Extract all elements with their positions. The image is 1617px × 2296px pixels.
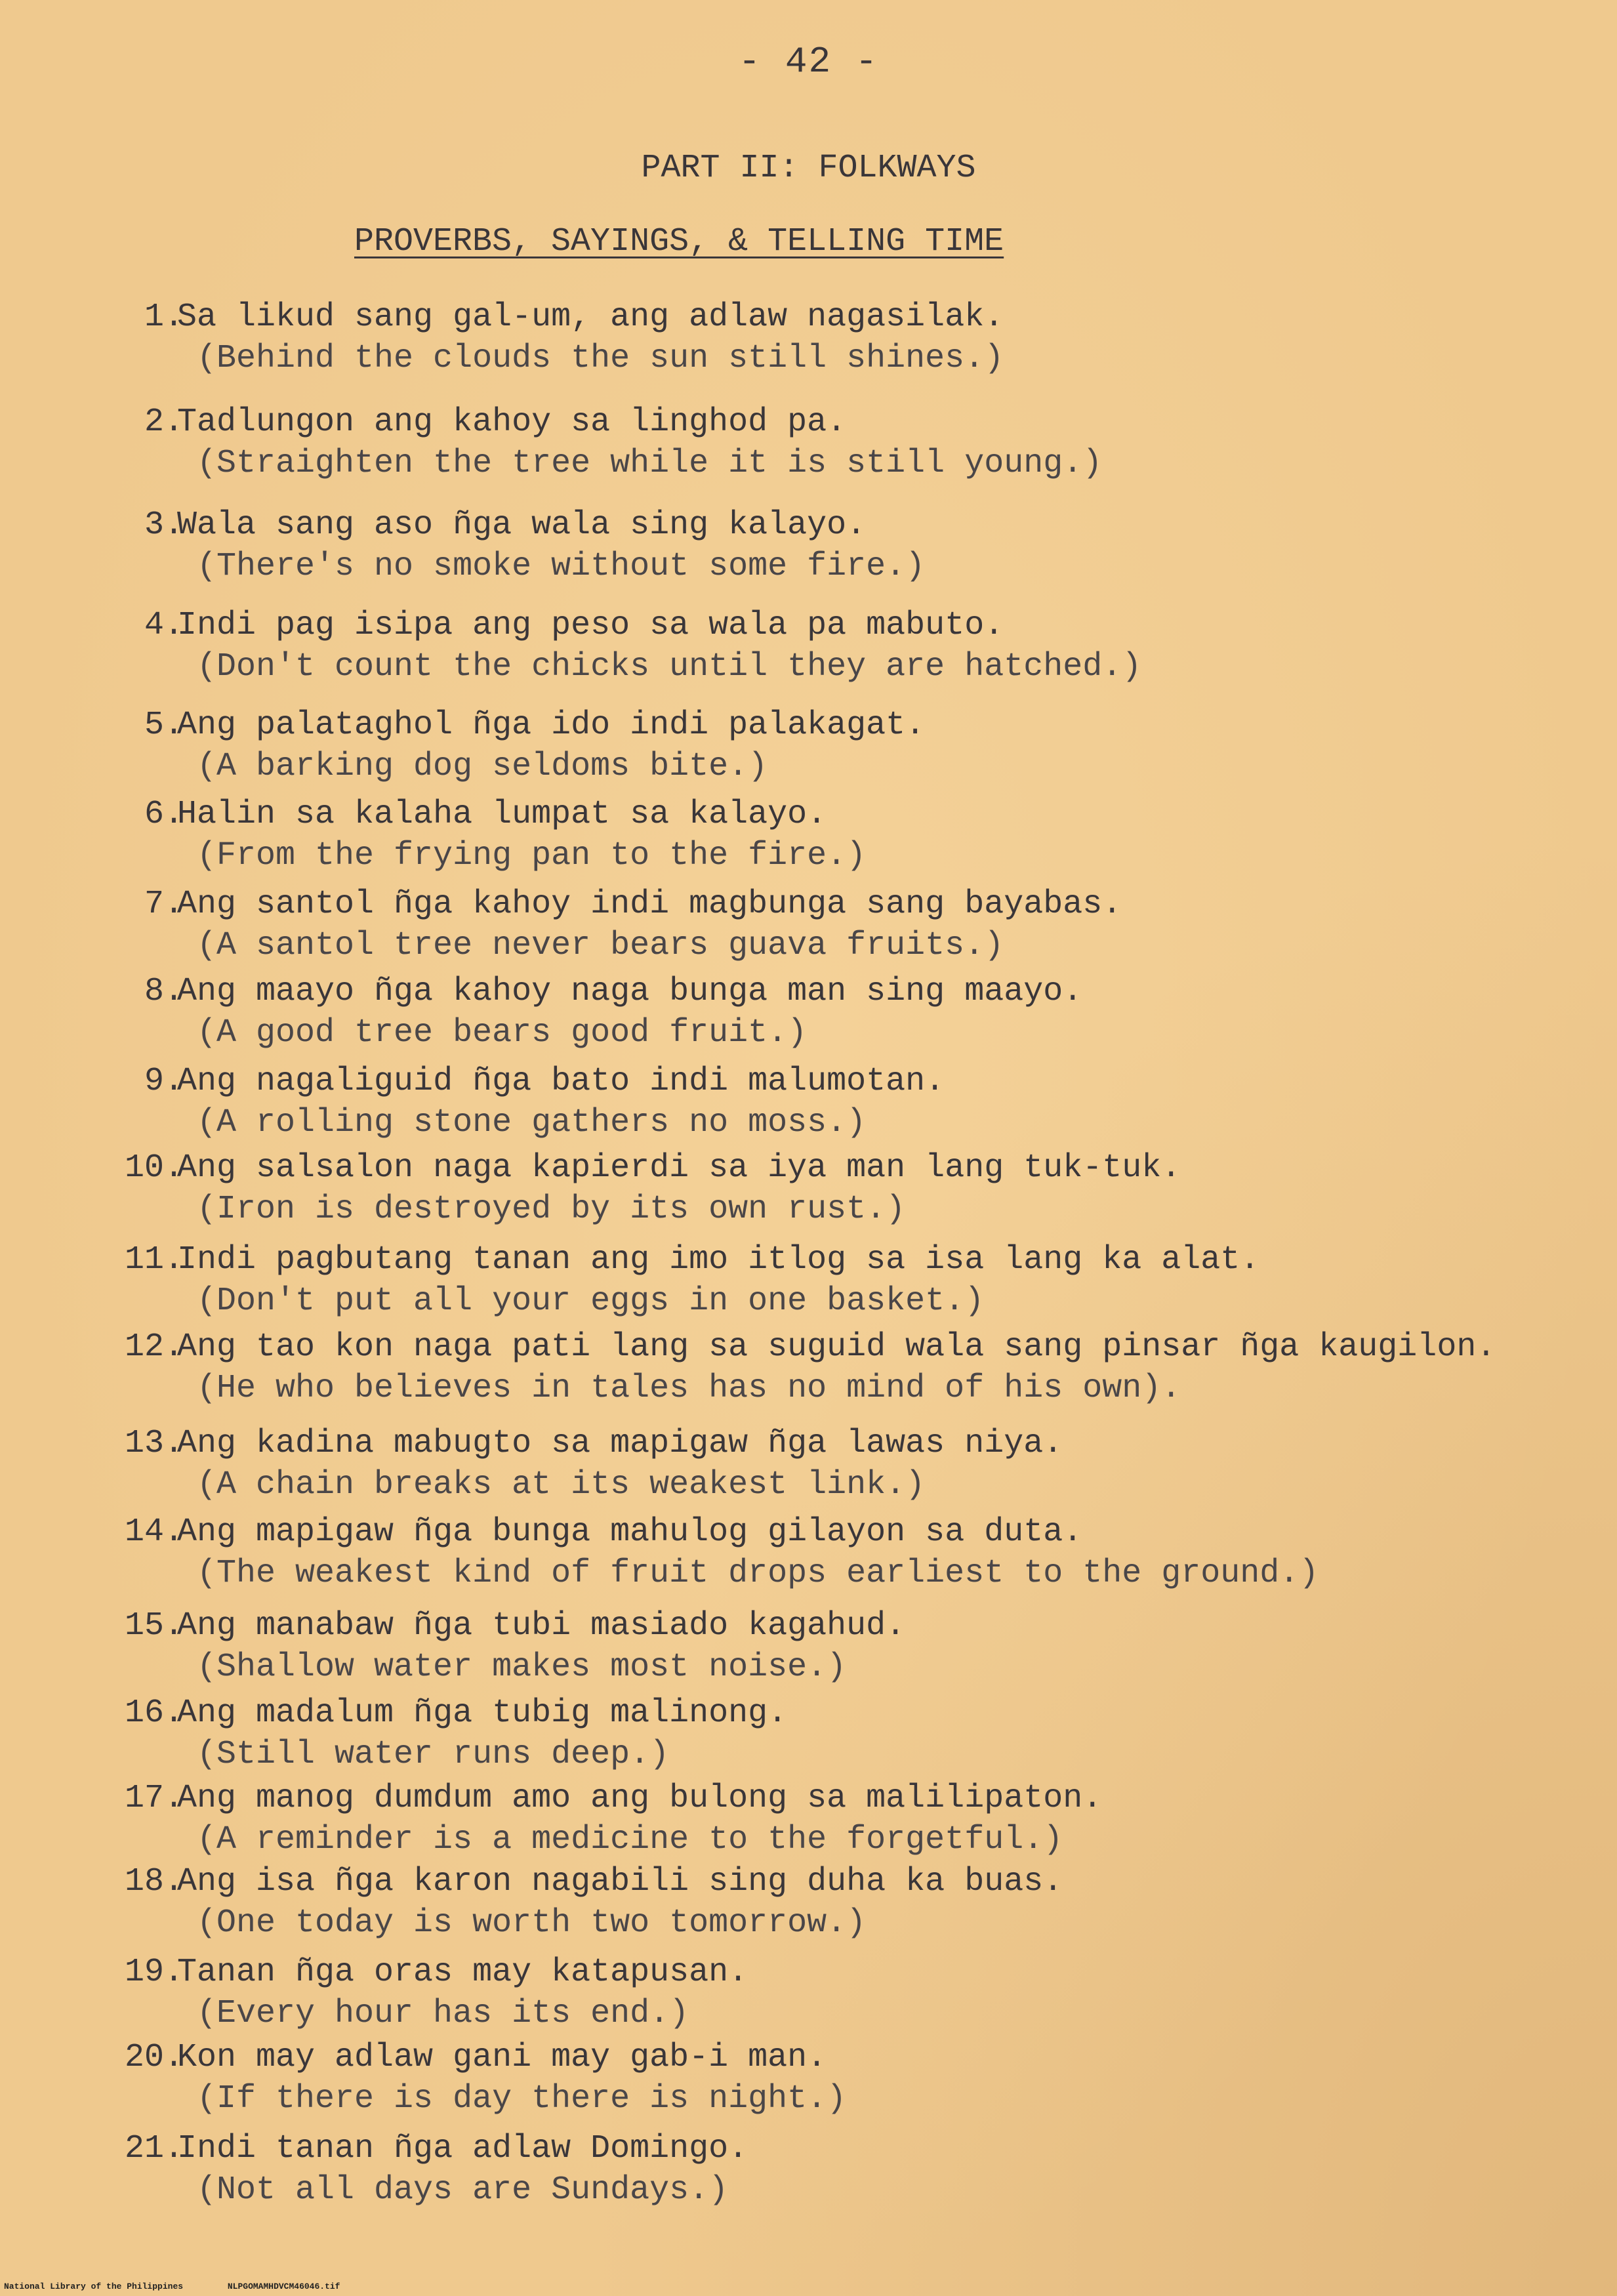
proverb-number: 13.: [124, 1425, 184, 1462]
proverb-item: [79, 2039, 1601, 2131]
proverb-number: 16.: [124, 1694, 184, 1732]
proverb-translation: (Don't count the chicks until they are hatched.): [197, 648, 1142, 686]
proverb-number: 21.: [124, 2130, 184, 2167]
proverb-original: Ang santol ñga kahoy indi magbunga sang bayabas.: [177, 886, 1122, 923]
proverb-translation: (Still water runs deep.): [197, 1736, 670, 1773]
proverb-item: [79, 886, 1601, 977]
proverb-translation: (Behind the clouds the sun still shines.): [197, 340, 1004, 377]
proverb-original: Indi tanan ñga adlaw Domingo.: [177, 2130, 748, 2167]
proverb-item: [79, 1328, 1601, 1420]
proverb-number: 17.: [124, 1780, 184, 1817]
proverb-original: Ang mapigaw ñga bunga mahulog gilayon sa duta.: [177, 1513, 1083, 1551]
proverb-original: Kon may adlaw gani may gab-i man.: [177, 2039, 827, 2076]
footer-institution: National Library of the Philippines: [4, 2282, 184, 2291]
proverb-item: [79, 1863, 1601, 1955]
proverb-item: [79, 298, 1601, 390]
proverb-translation: (A santol tree never bears guava fruits.): [197, 927, 1004, 964]
proverb-translation: (Straighten the tree while it is still young.): [197, 445, 1103, 482]
page-number: - 42 -: [738, 41, 879, 83]
proverb-item: [79, 1063, 1601, 1155]
proverb-translation: (A rolling stone gathers no moss.): [197, 1104, 867, 1141]
proverb-number: 5.: [144, 707, 184, 744]
proverb-item: [79, 2130, 1601, 2222]
proverb-item: [79, 1607, 1601, 1699]
proverb-original: Ang maayo ñga kahoy naga bunga man sing maayo.: [177, 973, 1083, 1010]
proverb-original: Indi pagbutang tanan ang imo itlog sa isa lang ka alat.: [177, 1241, 1260, 1279]
proverb-original: Tanan ñga oras may katapusan.: [177, 1954, 748, 1991]
proverb-item: [79, 1149, 1601, 1241]
proverb-number: 2.: [144, 403, 184, 441]
proverb-item: [79, 1513, 1601, 1605]
proverb-translation: (Don't put all your eggs in one basket.): [197, 1282, 985, 1320]
proverb-number: 7.: [144, 886, 184, 923]
proverb-number: 14.: [124, 1513, 184, 1551]
proverb-translation: (A good tree bears good fruit.): [197, 1014, 808, 1052]
proverb-original: Ang manabaw ñga tubi masiado kagahud.: [177, 1607, 906, 1645]
proverb-original: Ang tao kon naga pati lang sa suguid wala sang pinsar ñga kaugilon.: [177, 1328, 1496, 1366]
proverb-original: Tadlungon ang kahoy sa linghod pa.: [177, 403, 847, 441]
proverb-number: 20.: [124, 2039, 184, 2076]
proverb-translation: (There's no smoke without some fire.): [197, 548, 926, 585]
proverb-number: 12.: [124, 1328, 184, 1366]
proverb-item: [79, 796, 1601, 888]
proverb-item: [79, 1954, 1601, 2045]
proverb-translation: (One today is worth two tomorrow.): [197, 1904, 867, 1942]
proverb-original: Ang nagaliguid ñga bato indi malumotan.: [177, 1063, 945, 1100]
proverb-item: [79, 1241, 1601, 1333]
proverb-original: Indi pag isipa ang peso sa wala pa mabuto.: [177, 607, 1004, 644]
proverb-original: Ang palataghol ñga ido indi palakagat.: [177, 707, 926, 744]
footer-filename: NLPGOMAMHDVCM46046.tif: [227, 2282, 340, 2291]
proverb-item: [79, 707, 1601, 798]
proverb-translation: (A reminder is a medicine to the forgetful.): [197, 1821, 1063, 1858]
proverb-number: 19.: [124, 1954, 184, 1991]
proverb-number: 3.: [144, 506, 184, 544]
proverb-item: [79, 973, 1601, 1065]
proverb-translation: (Shallow water makes most noise.): [197, 1649, 847, 1686]
section-title: PROVERBS, SAYINGS, & TELLING TIME: [354, 223, 1004, 260]
proverb-original: Ang isa ñga karon nagabili sing duha ka buas.: [177, 1863, 1063, 1900]
proverb-translation: (A barking dog seldoms bite.): [197, 748, 768, 785]
scan-footer: [4, 2282, 340, 2291]
proverb-translation: (From the frying pan to the fire.): [197, 837, 867, 874]
proverb-number: 4.: [144, 607, 184, 644]
proverb-number: 11.: [124, 1241, 184, 1279]
proverb-number: 1.: [144, 298, 184, 336]
proverb-translation: (He who believes in tales has no mind of his own).: [197, 1370, 1181, 1407]
proverb-number: 6.: [144, 796, 184, 833]
proverb-translation: (Iron is destroyed by its own rust.): [197, 1191, 906, 1228]
proverb-number: 18.: [124, 1863, 184, 1900]
proverb-original: Ang manog dumdum amo ang bulong sa malilipaton.: [177, 1780, 1103, 1817]
proverb-original: Wala sang aso ñga wala sing kalayo.: [177, 506, 867, 544]
proverb-translation: (A chain breaks at its weakest link.): [197, 1466, 926, 1504]
proverb-number: 9.: [144, 1063, 184, 1100]
proverb-original: Ang kadina mabugto sa mapigaw ñga lawas niya.: [177, 1425, 1063, 1462]
proverb-translation: (Every hour has its end.): [197, 1995, 689, 2032]
part-title: PART II: FOLKWAYS: [641, 150, 976, 187]
proverb-item: [79, 1780, 1601, 1872]
proverb-item: [79, 1425, 1601, 1517]
proverb-number: 15.: [124, 1607, 184, 1645]
proverb-item: [79, 403, 1601, 495]
proverb-item: [79, 607, 1601, 699]
proverb-original: Ang madalum ñga tubig malinong.: [177, 1694, 788, 1732]
proverb-original: Sa likud sang gal-um, ang adlaw nagasilak.: [177, 298, 1004, 336]
proverb-item: [79, 1694, 1601, 1786]
proverb-translation: (The weakest kind of fruit drops earliest to the ground.): [197, 1555, 1319, 1592]
proverb-number: 10.: [124, 1149, 184, 1187]
proverb-original: Ang salsalon naga kapierdi sa iya man lang tuk-tuk.: [177, 1149, 1181, 1187]
proverb-original: Halin sa kalaha lumpat sa kalayo.: [177, 796, 827, 833]
proverb-translation: (Not all days are Sundays.): [197, 2171, 729, 2209]
proverb-number: 8.: [144, 973, 184, 1010]
proverb-translation: (If there is day there is night.): [197, 2080, 847, 2118]
proverb-item: [79, 506, 1601, 598]
